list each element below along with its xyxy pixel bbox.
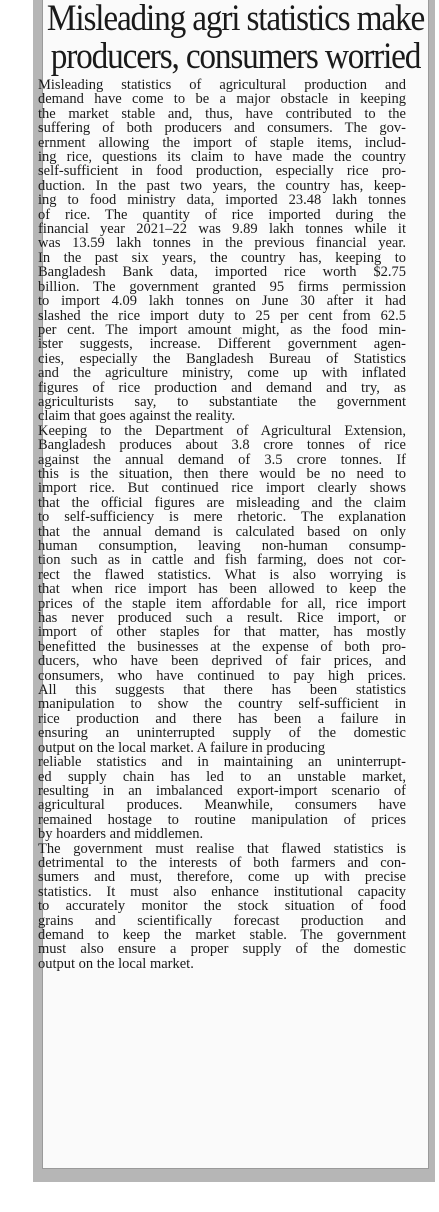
text-line: resulting in an imbalanced export-import scenario of (38, 783, 406, 799)
text-line: prices of the staple item affordable for all, rice import (38, 596, 406, 612)
text-line: Misleading statistics of agricultural production and (38, 78, 406, 93)
text-line: that when rice import has been allowed to keep the (38, 582, 406, 597)
text-line: this is the situation, then there would be no need to (38, 466, 406, 482)
text-line: financial year 2021–22 was 9.89 lakh tonnes while it (38, 222, 406, 237)
text-line: rice production and there has been a failure in (38, 711, 406, 727)
text-line: of rice. The quantity of rice imported during the (38, 207, 406, 223)
text-line: by hoarders and middlemen. (38, 827, 204, 842)
text-line: suffering of both producers and consumers. The gov- (38, 121, 406, 136)
paragraph (38, 842, 406, 972)
text-line: ernment allowing the import of staple items, includ- (38, 135, 406, 151)
text-line: benefitted the businesses at the expense of both pro- (38, 639, 406, 655)
text-line: manipulation to show the country self-sufficient in (38, 697, 406, 712)
text-line: that the official figures are misleading and the claim (38, 495, 406, 511)
text-line: reliable statistics and in maintaining an uninterrupt- (38, 755, 406, 770)
text-line: output on the local market. (38, 956, 194, 972)
text-line: tion such as in cattle and fish farming, does not cor- (38, 553, 406, 568)
text-line: ducers, who have been deprived of fair prices, and (38, 654, 406, 669)
text-line: figures of rice production and demand and try, as (38, 380, 406, 395)
paragraph (38, 424, 406, 842)
text-line: Bangladesh Bank data, imported rice worth $2.75 (38, 265, 406, 280)
text-line: import of other staples for that matter, has mostly (38, 625, 406, 640)
text-line: per cent. The import amount might, as the food min- (38, 322, 406, 338)
text-line: ing to food ministry data, imported 23.48 lakh tonnes (38, 193, 406, 208)
text-line: against the annual demand of 3.5 crore tonnes. If (38, 452, 406, 467)
headline-line: Misleading agri statistics make (46, 0, 425, 39)
text-line: statistics. It must also enhance institutional capacity (38, 884, 406, 900)
text-line: slashed the rice import duty to 25 per cent from 62.5 (38, 308, 406, 323)
paragraph (38, 78, 406, 424)
text-line: ensuring an uninterrupted supply of the domestic (38, 726, 406, 741)
text-line: and the agriculture ministry, come up with inflated (38, 366, 406, 381)
text-line: billion. The government granted 95 firms permission (38, 279, 406, 295)
text-line: rect the flawed statistics. What is also worrying is (38, 567, 406, 583)
text-line: to accurately monitor the stock situation of food (38, 899, 406, 914)
text-line: ing rice, questions its claim to have made the country (38, 150, 406, 165)
text-line: demand to keep the market stable. The government (38, 927, 406, 943)
text-line: ed supply chain has led to an unstable market, (38, 769, 406, 784)
text-line: was 13.59 lakh tonnes in the previous financial year. (38, 236, 406, 251)
text-line: that the annual demand is calculated based on only (38, 524, 406, 539)
text-line: to import 4.09 lakh tonnes on June 30 after it had (38, 294, 406, 309)
text-line: In the past six years, the country has, keeping to (38, 250, 406, 266)
text-line: agriculturists say, to substantiate the government (38, 394, 406, 410)
text-line: to self-sufficiency is mere rhetoric. The explanation (38, 510, 406, 525)
text-line: Bangladesh produces about 3.8 crore tonnes of rice (38, 438, 406, 453)
text-line: cies, especially the Bangladesh Bureau of Statistics (38, 351, 406, 367)
text-line: ister suggests, increase. Different government agen- (38, 337, 406, 352)
text-line: agricultural produces. Meanwhile, consumers have (38, 798, 406, 813)
text-line: has never produced such a result. Rice import, or (38, 611, 406, 626)
text-line: must also ensure a proper supply of the domestic (38, 942, 406, 957)
text-line: the market stable and, thus, have contributed to the (38, 106, 406, 122)
article-body (38, 78, 406, 971)
text-line: import rice. But continued rice import clearly shows (38, 481, 406, 496)
text-line: Keeping to the Department of Agricultural Extension, (38, 423, 406, 439)
headline-line: producers, consumers worried (50, 36, 421, 77)
text-line: detrimental to the interests of both farmers and con- (38, 855, 406, 871)
text-line: output on the local market. A failure in producing (38, 740, 326, 756)
text-line: consumers, who have continued to pay high prices. (38, 668, 406, 684)
text-line: duction. In the past two years, the country has, keep- (38, 178, 406, 194)
text-line: grains and scientifically forecast production and (38, 913, 406, 928)
headline (44, 0, 427, 76)
text-line: All this suggests that there has been statistics (38, 683, 406, 698)
text-line: remained hostage to routine manipulation of prices (38, 812, 406, 828)
text-line: self-sufficient in food production, especially rice pro- (38, 164, 406, 179)
text-line: demand have come to be a major obstacle in keeping (38, 92, 406, 107)
text-line: The government must realise that flawed statistics is (38, 841, 406, 856)
text-line: sumers and must, therefore, come up with precise (38, 870, 406, 885)
text-line: claim that goes against the reality. (38, 409, 236, 424)
text-line: human consumption, leaving non-human consump- (38, 539, 406, 554)
